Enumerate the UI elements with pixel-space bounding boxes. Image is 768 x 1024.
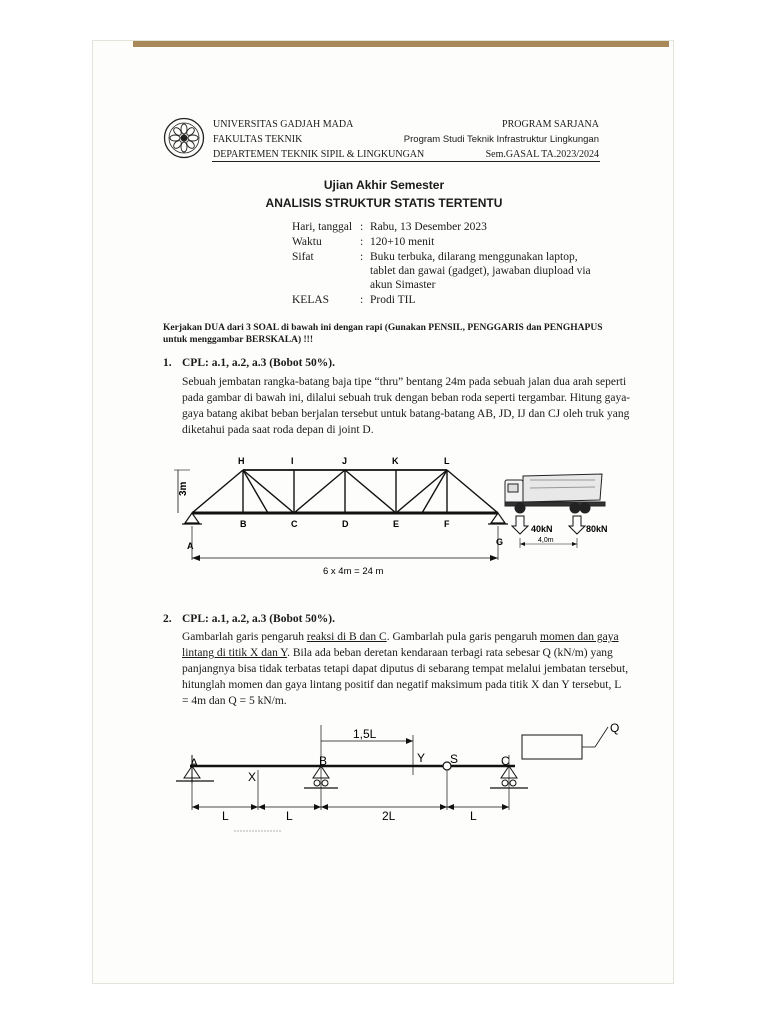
q1-text-line-3: gaya batang akibat beban berjalan tersebut untuk batang-batang AB, JD, IJ dan CJ oleh truk yang <box>182 408 630 420</box>
nature-line-3: akun Simaster <box>370 279 436 291</box>
node-f: F <box>444 519 450 529</box>
instruction-line-2: untuk menggambar BERSKALA) !!! <box>163 335 313 345</box>
q2-text-line-4: hitunglah momen dan gaya lintang positif dan negatif maksimum pada titik X dan Y tersebut, L <box>182 679 622 691</box>
q1-number: 1. <box>163 357 172 369</box>
q2-text-line-3: panjangnya bisa tidak terbatas tetapi dapat diputus di sebarang tempat melalui jembatan tersebut, <box>182 663 629 675</box>
node-e: E <box>393 519 400 529</box>
time-label: Waktu <box>292 236 322 248</box>
label-y: Y <box>417 751 426 765</box>
q1-text-line-1: Sebuah jembatan rangka-batang baja tipe “thru” bentang 24m pada sebuah jalan dua arah seperti <box>182 376 627 388</box>
q2-text-1a: Gambarlah garis pengaruh <box>182 631 307 643</box>
q2-number: 2. <box>163 613 172 625</box>
load-80kn: 80kN <box>586 524 608 534</box>
paper-top-edge <box>133 41 669 47</box>
header-divider <box>212 161 600 162</box>
department-name: DEPARTEMEN TEKNIK SIPIL & LINGKUNGAN <box>213 149 425 160</box>
dim-1-5l: 1,5L <box>353 727 377 741</box>
program-name: PROGRAM SARJANA <box>502 119 599 130</box>
node-d: D <box>342 519 349 529</box>
truck-icon <box>505 474 605 513</box>
dim-l-2: L <box>286 809 293 823</box>
label-b: B <box>319 754 328 768</box>
node-i: I <box>291 456 294 466</box>
node-h: H <box>238 456 245 466</box>
q2-text-line-2 <box>182 646 613 661</box>
nature-label: Sifat <box>292 251 314 263</box>
q2-text-2b: . Bila ada beban deretan kendaraan terbagi rata sebesar Q (kN/m) yang <box>287 647 613 659</box>
node-b: B <box>240 519 247 529</box>
label-q: Q <box>610 721 620 735</box>
node-a: A <box>187 541 194 551</box>
label-x: X <box>248 770 257 784</box>
q2-text-1-underline-a: reaksi di B dan C <box>306 631 387 643</box>
node-c: C <box>291 519 298 529</box>
nature-colon: : <box>360 251 364 263</box>
time-colon: : <box>360 236 364 248</box>
nature-line-2: tablet dan gawai (gadget), jawaban diupload via <box>370 265 591 277</box>
q2-heading: CPL: a.1, a.2, a.3 (Bobot 50%). <box>182 613 336 625</box>
node-k: K <box>392 456 399 466</box>
dim-l-3: L <box>470 809 477 823</box>
faculty-name: FAKULTAS TEKNIK <box>213 134 303 145</box>
q2-text-line-5: = 4m dan Q = 5 kN/m. <box>182 695 287 707</box>
time-value: 120+10 menit <box>370 236 435 248</box>
dim-2l: 2L <box>382 809 396 823</box>
q1-text-line-4: diketahui pada saat roda depan di joint D. <box>182 424 374 436</box>
q2-text-2-underline: lintang di titik X dan Y <box>182 647 288 659</box>
class-colon: : <box>360 294 364 306</box>
semester-label: Sem.GASAL TA.2023/2024 <box>485 149 599 160</box>
class-label: KELAS <box>292 294 330 306</box>
load-q-box <box>522 735 582 759</box>
node-j: J <box>342 456 348 466</box>
label-c: C <box>501 754 510 768</box>
date-value: Rabu, 13 Desember 2023 <box>370 221 487 233</box>
exam-subject: ANALISIS STRUKTUR STATIS TERTENTU <box>265 196 503 210</box>
class-value: Prodi TIL <box>370 294 416 306</box>
node-l: L <box>444 456 450 466</box>
axle-spacing: 4,0m <box>538 537 554 544</box>
instruction-line-1: Kerjakan DUA dari 3 SOAL di bawah ini dengan rapi (Gunakan PENSIL, PENGGARIS dan PENGHAPUS <box>163 323 603 333</box>
exam-title: Ujian Akhir Semester <box>323 178 445 192</box>
label-s: S <box>450 752 459 766</box>
truss-diagram <box>170 450 620 585</box>
university-name: UNIVERSITAS GADJAH MADA <box>213 119 354 130</box>
q2-text-1-underline-b: momen dan gaya <box>540 631 619 643</box>
date-colon: : <box>360 221 364 233</box>
q1-heading: CPL: a.1, a.2, a.3 (Bobot 50%). <box>182 357 336 369</box>
label-a: A <box>190 756 199 770</box>
study-program: Program Studi Teknik Infrastruktur Lingkungan <box>403 134 599 145</box>
nature-line-1: Buku terbuka, dilarang menggunakan laptop, <box>370 251 578 263</box>
dim-l-1: L <box>222 809 229 823</box>
q2-text-1b: . Gambarlah pula garis pengaruh <box>386 631 540 643</box>
ugm-logo-icon <box>163 117 205 159</box>
load-40kn: 40kN <box>531 524 553 534</box>
date-label: Hari, tanggal <box>292 221 353 233</box>
span-label: 6 x 4m = 24 m <box>323 566 384 577</box>
height-label: 3m <box>178 481 189 496</box>
node-g: G <box>496 537 504 547</box>
q1-text-line-2: pada gambar di bawah ini, dilalui sebuah truk dengan beban roda seperti tergambar. Hitung gaya- <box>182 392 631 404</box>
beam-diagram <box>170 715 640 840</box>
q2-text-line-1 <box>182 630 619 645</box>
